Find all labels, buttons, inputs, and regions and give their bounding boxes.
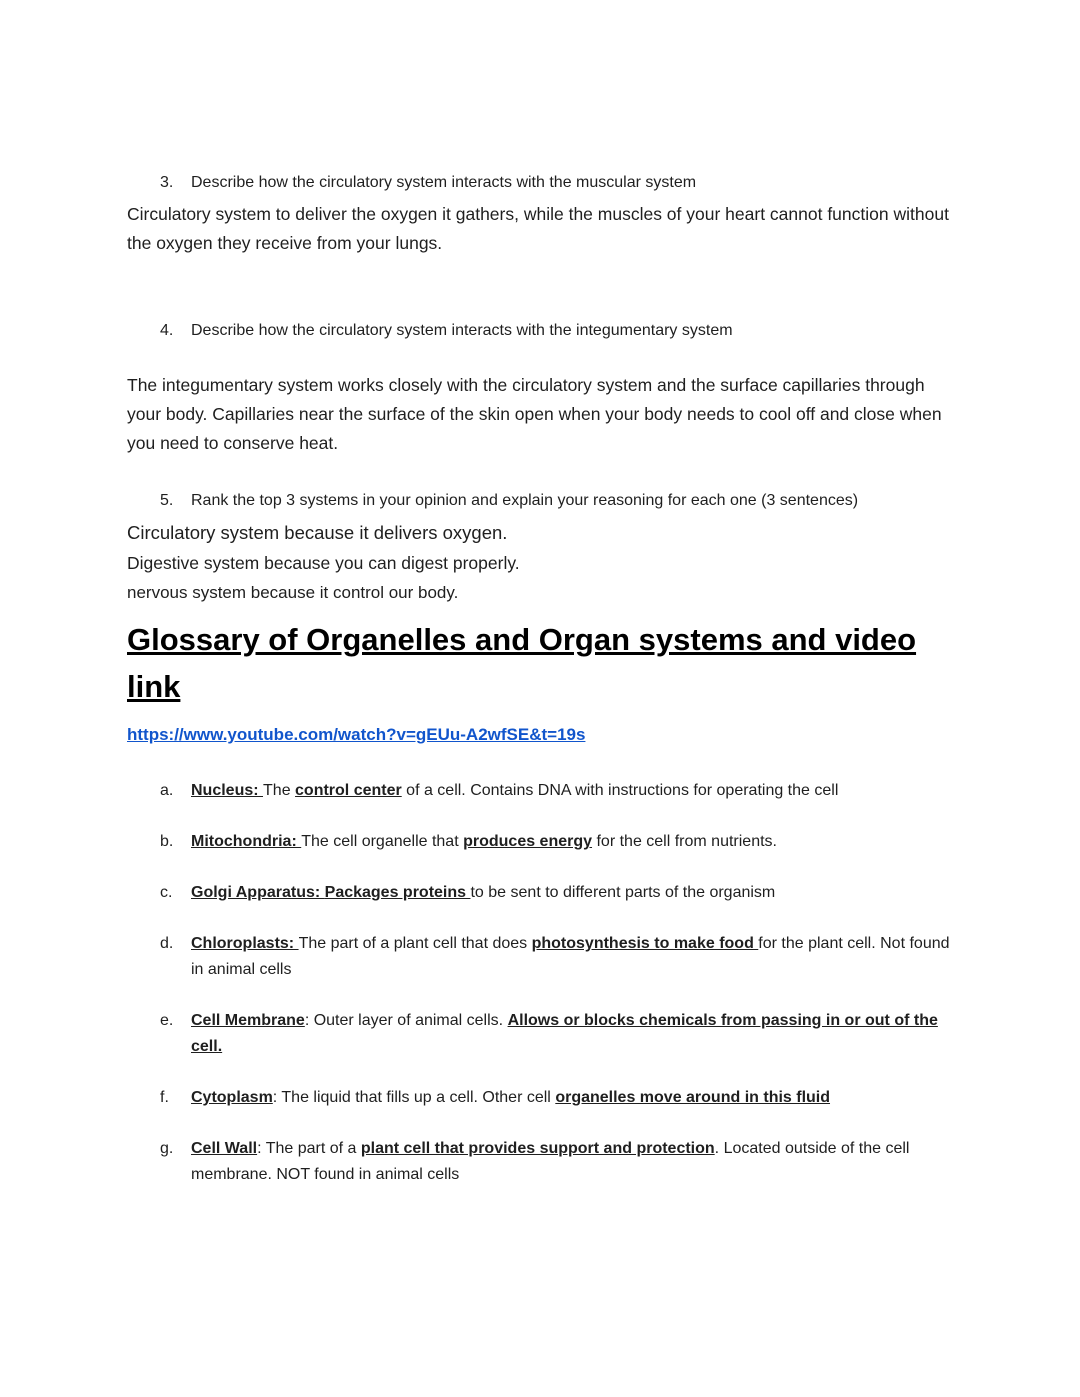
glossary-text: Cytoplasm: The liquid that fills up a cell. Other cell organelles move around in this fluid [191, 1089, 831, 1106]
question-4 [160, 320, 950, 341]
question-5-prompt: Rank the top 3 systems in your opinion and explain your reasoning for each one (3 sentences) [191, 492, 859, 509]
glossary-text: Cell Membrane: Outer layer of animal cells. Allows or blocks chemicals from passing in or out of the cell. [191, 1012, 938, 1055]
question-5-answers [127, 518, 950, 608]
glossary-letter: f. [160, 1089, 169, 1106]
rank-answer-3: nervous system because it control our body. [127, 583, 459, 602]
glossary-item-mitochondria [160, 829, 950, 855]
glossary-item-nucleus [160, 778, 950, 804]
glossary-text: Chloroplasts: The part of a plant cell that does photosynthesis to make food for the plant cell. Not found in animal cells [191, 935, 950, 978]
glossary-letter: d. [160, 935, 174, 952]
glossary-item-cell-wall [160, 1136, 950, 1188]
glossary-item-chloroplasts [160, 931, 950, 983]
glossary-letter: a. [160, 782, 174, 799]
glossary-text: Nucleus: The control center of a cell. Contains DNA with instructions for operating the cell [191, 782, 839, 799]
glossary-heading: Glossary of Organelles and Organ systems and video link [127, 622, 917, 704]
question-5-number: 5. [160, 492, 174, 509]
glossary-text: Mitochondria: The cell organelle that produces energy for the cell from nutrients. [191, 833, 777, 850]
question-3-prompt: Describe how the circulatory system interacts with the muscular system [191, 174, 697, 191]
youtube-link[interactable]: https://www.youtube.com/watch?v=gEUu-A2wfSE&t=19s [127, 725, 586, 744]
glossary-letter: b. [160, 833, 174, 850]
question-3 [160, 172, 950, 193]
glossary-text: Golgi Apparatus: Packages proteins to be sent to different parts of the organism [191, 884, 776, 901]
question-4-prompt: Describe how the circulatory system interacts with the integumentary system [191, 322, 733, 339]
video-link-row [127, 723, 950, 747]
question-4-number: 4. [160, 322, 174, 339]
glossary-item-golgi-apparatus [160, 880, 950, 906]
rank-answer-2: Digestive system because you can digest properly. [127, 553, 520, 573]
rank-answer-1: Circulatory system because it delivers oxygen. [127, 522, 508, 543]
glossary-text: Cell Wall: The part of a plant cell that provides support and protection. Located outside of the cell membrane. NOT found in animal cells [191, 1140, 910, 1183]
question-3-number: 3. [160, 174, 174, 191]
glossary-item-cytoplasm [160, 1085, 950, 1111]
glossary-letter: e. [160, 1012, 174, 1029]
glossary-letter: c. [160, 884, 173, 901]
question-3-answer: Circulatory system to deliver the oxygen it gathers, while the muscles of your heart cannot function without the oxygen they receive from your lungs. [127, 204, 949, 253]
glossary-letter: g. [160, 1140, 174, 1157]
glossary-item-cell-membrane [160, 1008, 950, 1060]
glossary-list [127, 778, 950, 1188]
question-4-answer: The integumentary system works closely with the circulatory system and the surface capillaries through your body. Capillaries near the surface of the skin open when your body needs to cool off and close when you need to conserve heat. [127, 375, 942, 453]
question-5 [160, 488, 950, 514]
